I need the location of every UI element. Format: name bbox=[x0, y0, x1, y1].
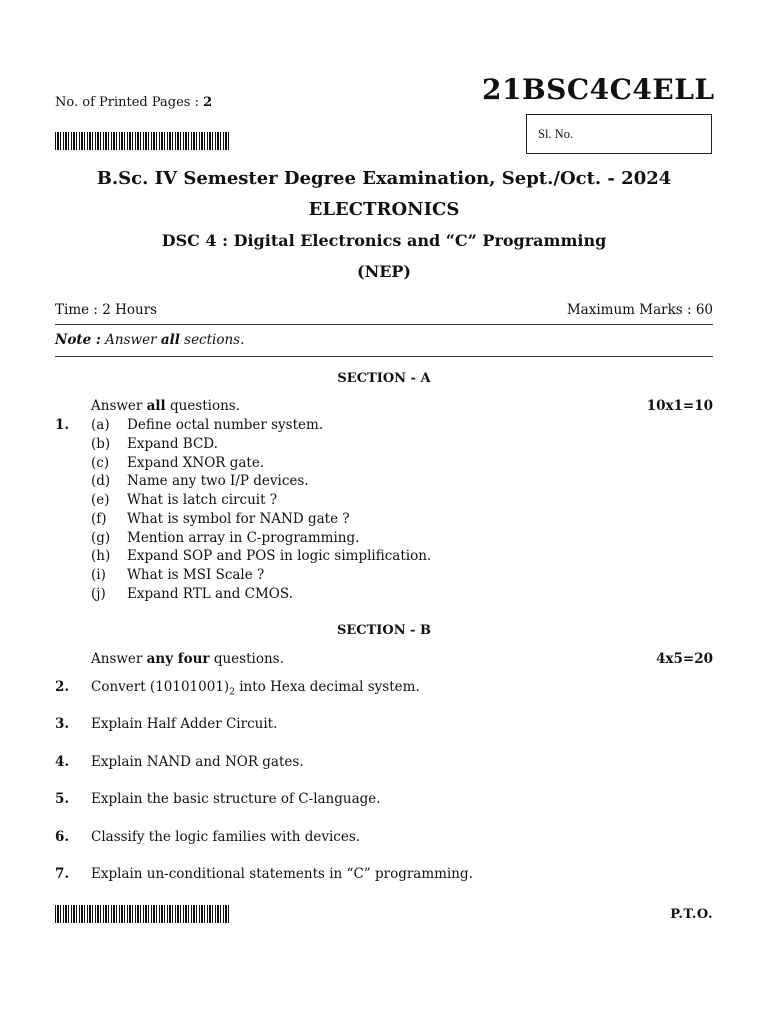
printed-pages-value: 2 bbox=[203, 95, 213, 110]
sub-question-label: (e) bbox=[91, 492, 110, 508]
max-marks: Maximum Marks : 60 bbox=[566, 302, 713, 318]
printed-pages bbox=[55, 95, 212, 110]
section-b-marks: 4x5=20 bbox=[656, 651, 713, 667]
time-allowed: Time : 2 Hours bbox=[55, 302, 158, 318]
question-number: 3. bbox=[55, 716, 70, 732]
section-a-marks: 10x1=10 bbox=[646, 398, 713, 414]
section-a-instructions bbox=[91, 398, 240, 414]
question-text: Explain NAND and NOR gates. bbox=[91, 754, 304, 770]
sub-question-text: Expand XNOR gate. bbox=[127, 455, 265, 471]
section-a-title: SECTION - A bbox=[337, 371, 431, 386]
sub-question-text: Name any two I/P devices. bbox=[127, 473, 309, 489]
question-text: Explain Half Adder Circuit. bbox=[91, 716, 278, 732]
question-subscript: 2 bbox=[229, 687, 235, 698]
sub-question-label: (b) bbox=[91, 436, 111, 452]
serial-number-label: Sl. No. bbox=[538, 127, 574, 141]
section-a-instr-pre: Answer bbox=[91, 398, 143, 414]
note-label: Note : bbox=[55, 332, 101, 348]
scheme-title: (NEP) bbox=[357, 262, 411, 281]
sub-question-label: (c) bbox=[91, 455, 110, 471]
note-text-post: sections. bbox=[184, 332, 245, 348]
serial-number-box bbox=[526, 114, 712, 154]
sub-question-text: Define octal number system. bbox=[127, 417, 324, 433]
sub-question-label: (g) bbox=[91, 530, 111, 546]
sub-question-text: Mention array in C-programming. bbox=[127, 530, 360, 546]
subject-title: ELECTRONICS bbox=[308, 199, 460, 220]
sub-question-label: (h) bbox=[91, 548, 111, 564]
question-text: Explain the basic structure of C-language. bbox=[91, 791, 381, 807]
question-number: 4. bbox=[55, 754, 70, 770]
sub-question-label: (f) bbox=[91, 511, 107, 527]
divider-bottom bbox=[55, 356, 713, 357]
note-text-bold: all bbox=[160, 332, 180, 348]
sub-question-label: (i) bbox=[91, 567, 106, 583]
barcode-top bbox=[55, 132, 230, 150]
sub-question-text: Expand RTL and CMOS. bbox=[127, 586, 293, 602]
question-text bbox=[91, 679, 420, 698]
divider-top bbox=[55, 324, 713, 325]
exam-title: B.Sc. IV Semester Degree Examination, Sept./Oct. - 2024 bbox=[96, 168, 672, 189]
section-b-instr-post: questions. bbox=[213, 651, 284, 667]
question-number: 5. bbox=[55, 791, 70, 807]
section-b-title: SECTION - B bbox=[336, 623, 432, 638]
sub-question-text: Expand SOP and POS in logic simplification. bbox=[127, 548, 432, 564]
sub-question-label: (j) bbox=[91, 586, 106, 602]
section-a-instr-bold: all bbox=[146, 398, 166, 414]
sub-question-text: What is latch circuit ? bbox=[127, 492, 278, 508]
paper-code: 21BSC4C4ELL bbox=[482, 73, 715, 106]
sub-question-label: (a) bbox=[91, 417, 110, 433]
sub-question-label: (d) bbox=[91, 473, 111, 489]
question-text-pre: Convert (10101001) bbox=[91, 679, 230, 695]
barcode-bottom bbox=[55, 905, 230, 923]
section-b-instr-pre: Answer bbox=[91, 651, 143, 667]
note-text-pre: Answer bbox=[105, 332, 157, 348]
question-number-1: 1. bbox=[55, 417, 70, 433]
question-number: 7. bbox=[55, 866, 70, 882]
note bbox=[55, 332, 244, 348]
printed-pages-label: No. of Printed Pages : bbox=[55, 95, 199, 110]
question-number: 6. bbox=[55, 829, 70, 845]
question-text: Explain un-conditional statements in “C” programming. bbox=[91, 866, 473, 882]
sub-question-text: Expand BCD. bbox=[127, 436, 218, 452]
question-text-post: into Hexa decimal system. bbox=[234, 679, 420, 695]
sub-question-text: What is symbol for NAND gate ? bbox=[127, 511, 350, 527]
section-b-instr-bold: any four bbox=[146, 651, 210, 667]
section-b-instructions bbox=[91, 651, 284, 667]
section-a-instr-post: questions. bbox=[169, 398, 241, 414]
question-number: 2. bbox=[55, 679, 70, 695]
sub-question-text: What is MSI Scale ? bbox=[127, 567, 265, 583]
pto-label: P.T.O. bbox=[670, 907, 713, 922]
question-text: Classify the logic families with devices. bbox=[91, 829, 361, 845]
paper-title: DSC 4 : Digital Electronics and “C” Programming bbox=[161, 231, 607, 250]
